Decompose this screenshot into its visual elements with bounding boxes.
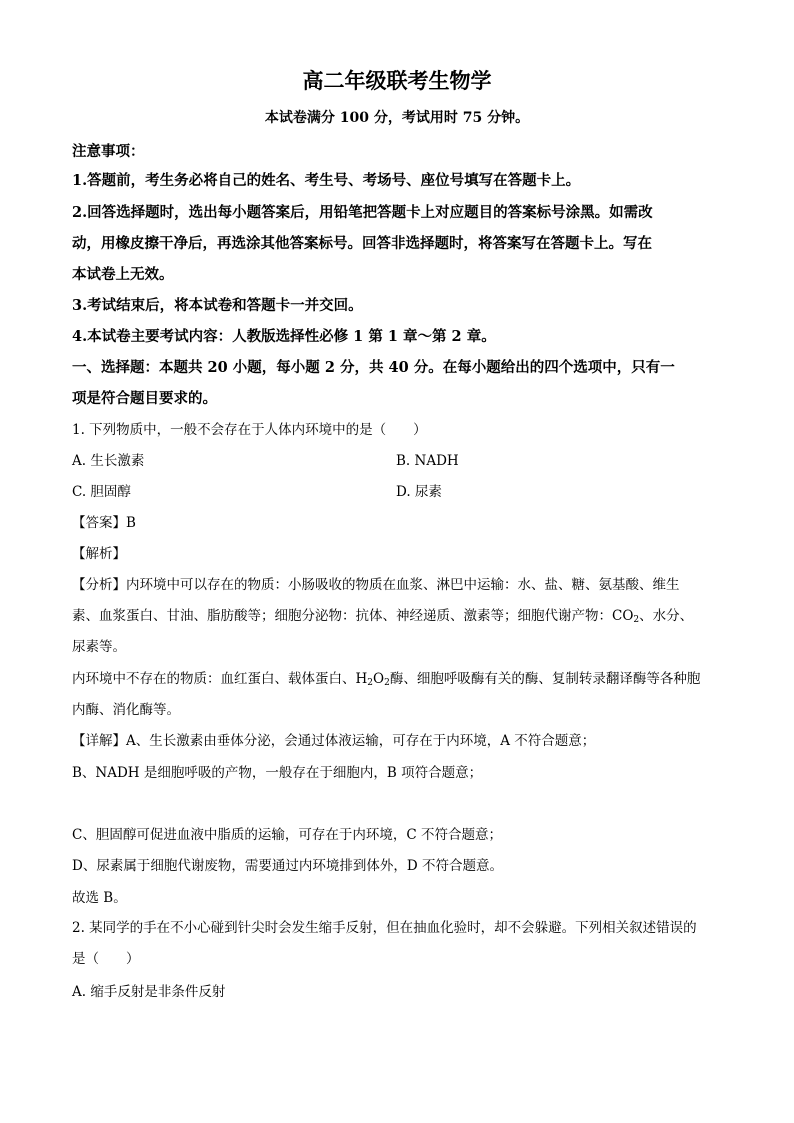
co2-subscript: 2	[633, 615, 640, 625]
analysis-line-1: 【分析】内环境中可以存在的物质：小肠吸收的物质在血浆、淋巴中运输：水、盐、糖、氨基酸、维生	[72, 577, 680, 593]
question-1-option-c: C. 胆固醇	[72, 484, 131, 500]
question-1-option-d: D. 尿素	[396, 484, 442, 500]
question-2-stem-line-1: 2. 某同学的手在不小心碰到针尖时会发生缩手反射，但在抽血化验时，却不会躲避。下列相关叙述错误的	[72, 920, 697, 936]
detail-line-a: 【详解】A、生长激素由垂体分泌，会通过体液运输，可存在于内环境，A 不符合题意；	[72, 733, 596, 749]
h2o2-subscript-2: 2	[384, 678, 390, 688]
question-1-option-a: A. 生长激素	[72, 453, 145, 469]
question-1-conclusion: 故选 B。	[72, 890, 127, 906]
question-1-analysis-tag: 【解析】	[72, 546, 126, 562]
question-2-stem-line-2: 是（ ）	[72, 951, 140, 967]
analysis-line-2	[72, 610, 722, 625]
note-item-3: 3.考试结束后，将本试卷和答题卡一并交回。	[72, 297, 363, 314]
section-heading-line-2: 项是符合题目要求的。	[72, 390, 217, 407]
question-1-stem: 1. 下列物质中，一般不会存在于人体内环境中的是（ ）	[72, 422, 427, 438]
h2o2-subscript-1: 2	[367, 678, 374, 688]
exam-subtitle: 本试卷满分 100 分，考试用时 75 分钟。	[264, 110, 530, 126]
detail-line-d: D、尿素属于细胞代谢废物，需要通过内环境排到体外，D 不符合题意。	[72, 858, 503, 874]
notes-heading: 注意事项：	[72, 143, 145, 160]
question-1-answer: 【答案】B	[72, 515, 136, 531]
note-item-2-line-1: 2.回答选择题时，选出每小题答案后，用铅笔把答题卡上对应题目的答案标号涂黑。如需改	[72, 204, 653, 221]
note-item-2-line-2: 动，用橡皮擦干净后，再选涂其他答案标号。回答非选择题时，将答案写在答题卡上。写在	[72, 235, 652, 252]
not-in-environment-line-2: 内酶、消化酶等。	[72, 702, 180, 718]
analysis-line-3: 尿素等。	[72, 639, 126, 655]
detail-line-c: C、胆固醇可促进血液中脂质的运输，可存在于内环境，C 不符合题意；	[72, 827, 502, 843]
not-in-environment-line-1	[72, 673, 722, 688]
question-2-option-a: A. 缩手反射是非条件反射	[72, 984, 226, 1000]
section-heading-line-1: 一、选择题：本题共 20 小题，每小题 2 分，共 40 分。在每小题给出的四个选项中，只有一	[72, 359, 675, 376]
detail-line-b: B、NADH 是细胞呼吸的产物，一般存在于细胞内，B 项符合题意；	[72, 765, 483, 781]
page-title: 高二年级联考生物学	[302, 68, 492, 93]
not-in-env-mid: O	[373, 671, 385, 687]
not-in-env-pre: 内环境中不存在的物质：血红蛋白、载体蛋白、H	[72, 671, 368, 687]
question-1-option-b: B. NADH	[396, 453, 459, 469]
note-item-1: 1.答题前，考生务必将自己的姓名、考生号、考场号、座位号填写在答题卡上。	[72, 172, 581, 189]
note-item-4: 4.本试卷主要考试内容：人教版选择性必修 1 第 1 章～第 2 章。	[72, 328, 496, 345]
analysis-line-2-text: 素、血浆蛋白、甘油、脂肪酸等；细胞分泌物：抗体、神经递质、激素等；细胞代谢产物：CO	[72, 608, 634, 624]
note-item-2-line-3: 本试卷上无效。	[72, 266, 174, 283]
analysis-line-2-tail: 、水分、	[639, 608, 694, 624]
not-in-env-post: 酶、细胞呼吸酶有关的酶、复制转录翻译酶等各种胞	[389, 671, 701, 687]
